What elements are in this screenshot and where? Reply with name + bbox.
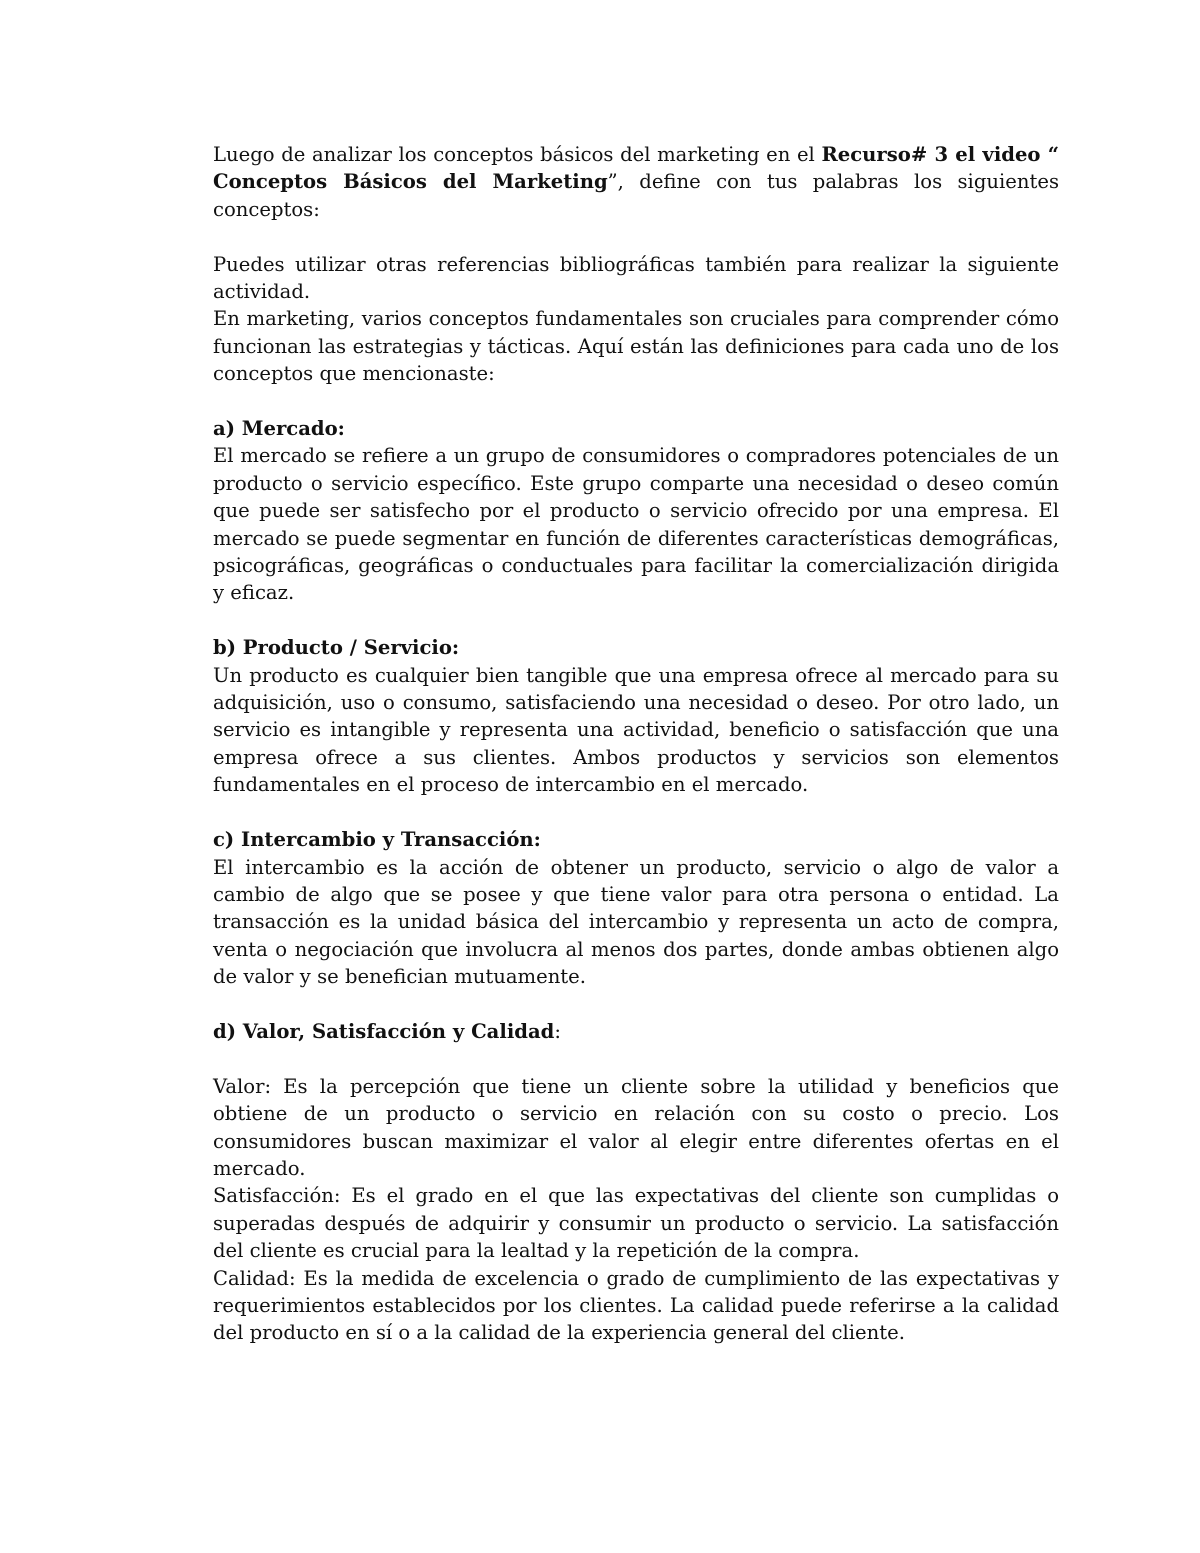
section-heading-producto: b) Producto / Servicio:: [213, 636, 460, 660]
definition-valor: Valor: Es la percepción que tiene un cliente sobre la utilidad y beneficios que obtiene de un producto o servicio en relación con su costo o precio. Los consumidores buscan maximizar el valor al elegir entre diferentes ofertas en el mercado.: [213, 1074, 1059, 1180]
intro-text-start: Luego de analizar los conceptos básicos del marketing en el: [213, 143, 822, 166]
intro-paragraph: [213, 141, 1059, 223]
spacer: [213, 223, 1059, 250]
instruction-paragraph: Puedes utilizar otras referencias bibliográficas también para realizar la siguiente actividad.: [213, 252, 1059, 304]
spacer: [213, 1045, 1059, 1072]
section-heading-valor: [213, 1018, 1059, 1045]
definition-satisfaccion: Satisfacción: Es el grado en el que las expectativas del cliente son cumplidas o superadas después de adquirir y consumir un producto o servicio. La satisfacción del cliente es crucial para la lealtad y la repetición de la compra.: [213, 1184, 1059, 1263]
spacer: [213, 799, 1059, 826]
document-page: [213, 141, 1059, 1347]
section-heading-mercado: a) Mercado:: [213, 417, 345, 441]
section-heading-intercambio: c) Intercambio y Transacción:: [213, 828, 541, 852]
section-heading-valor-colon: :: [554, 1019, 561, 1043]
section-heading-valor-text: d) Valor, Satisfacción y Calidad: [213, 1019, 555, 1043]
spacer: [213, 991, 1059, 1018]
section-body-mercado: El mercado se refiere a un grupo de consumidores o compradores potenciales de un producto o servicio específico. Este grupo comparte una necesidad o deseo común que puede ser satisfecho por el producto o servicio ofrecido por una empresa. El mercado se puede segmentar en función de diferentes características demográficas, psicográficas, geográficas o conductuales para facilitar la comercialización dirigida y eficaz.: [213, 444, 1059, 605]
spacer: [213, 607, 1059, 634]
section-body-producto: Un producto es cualquier bien tangible que una empresa ofrece al mercado para su adquisición, uso o consumo, satisfaciendo una necesidad o deseo. Por otro lado, un servicio es intangible y representa una actividad, beneficio o satisfacción que una empresa ofrece a sus clientes. Ambos productos y servicios son elementos fundamentales en el proceso de intercambio en el mercado.: [213, 663, 1059, 797]
spacer: [213, 388, 1059, 415]
intro-text-end: ”, define con tus palabras los siguientes conceptos:: [213, 170, 1059, 221]
intro-resource-reference: Recurso# 3 el video “ Conceptos Básicos del Marketing: [213, 143, 1059, 194]
definition-calidad: Calidad: Es la medida de excelencia o grado de cumplimiento de las expectativas y requerimientos establecidos por los clientes. La calidad puede referirse a la calidad del producto en sí o a la calidad de la experiencia general del cliente.: [213, 1266, 1059, 1345]
section-body-intercambio: El intercambio es la acción de obtener un producto, servicio o algo de valor a cambio de algo que se posee y que tiene valor para otra persona o entidad. La transacción es la unidad básica del intercambio y representa un acto de compra, venta o negociación que involucra al menos dos partes, donde ambas obtienen algo de valor y se benefician mutuamente.: [213, 855, 1059, 989]
preface-paragraph: En marketing, varios conceptos fundamentales son cruciales para comprender cómo funcionan las estrategias y tácticas. Aquí están las definiciones para cada uno de los conceptos que mencionaste:: [213, 307, 1059, 386]
